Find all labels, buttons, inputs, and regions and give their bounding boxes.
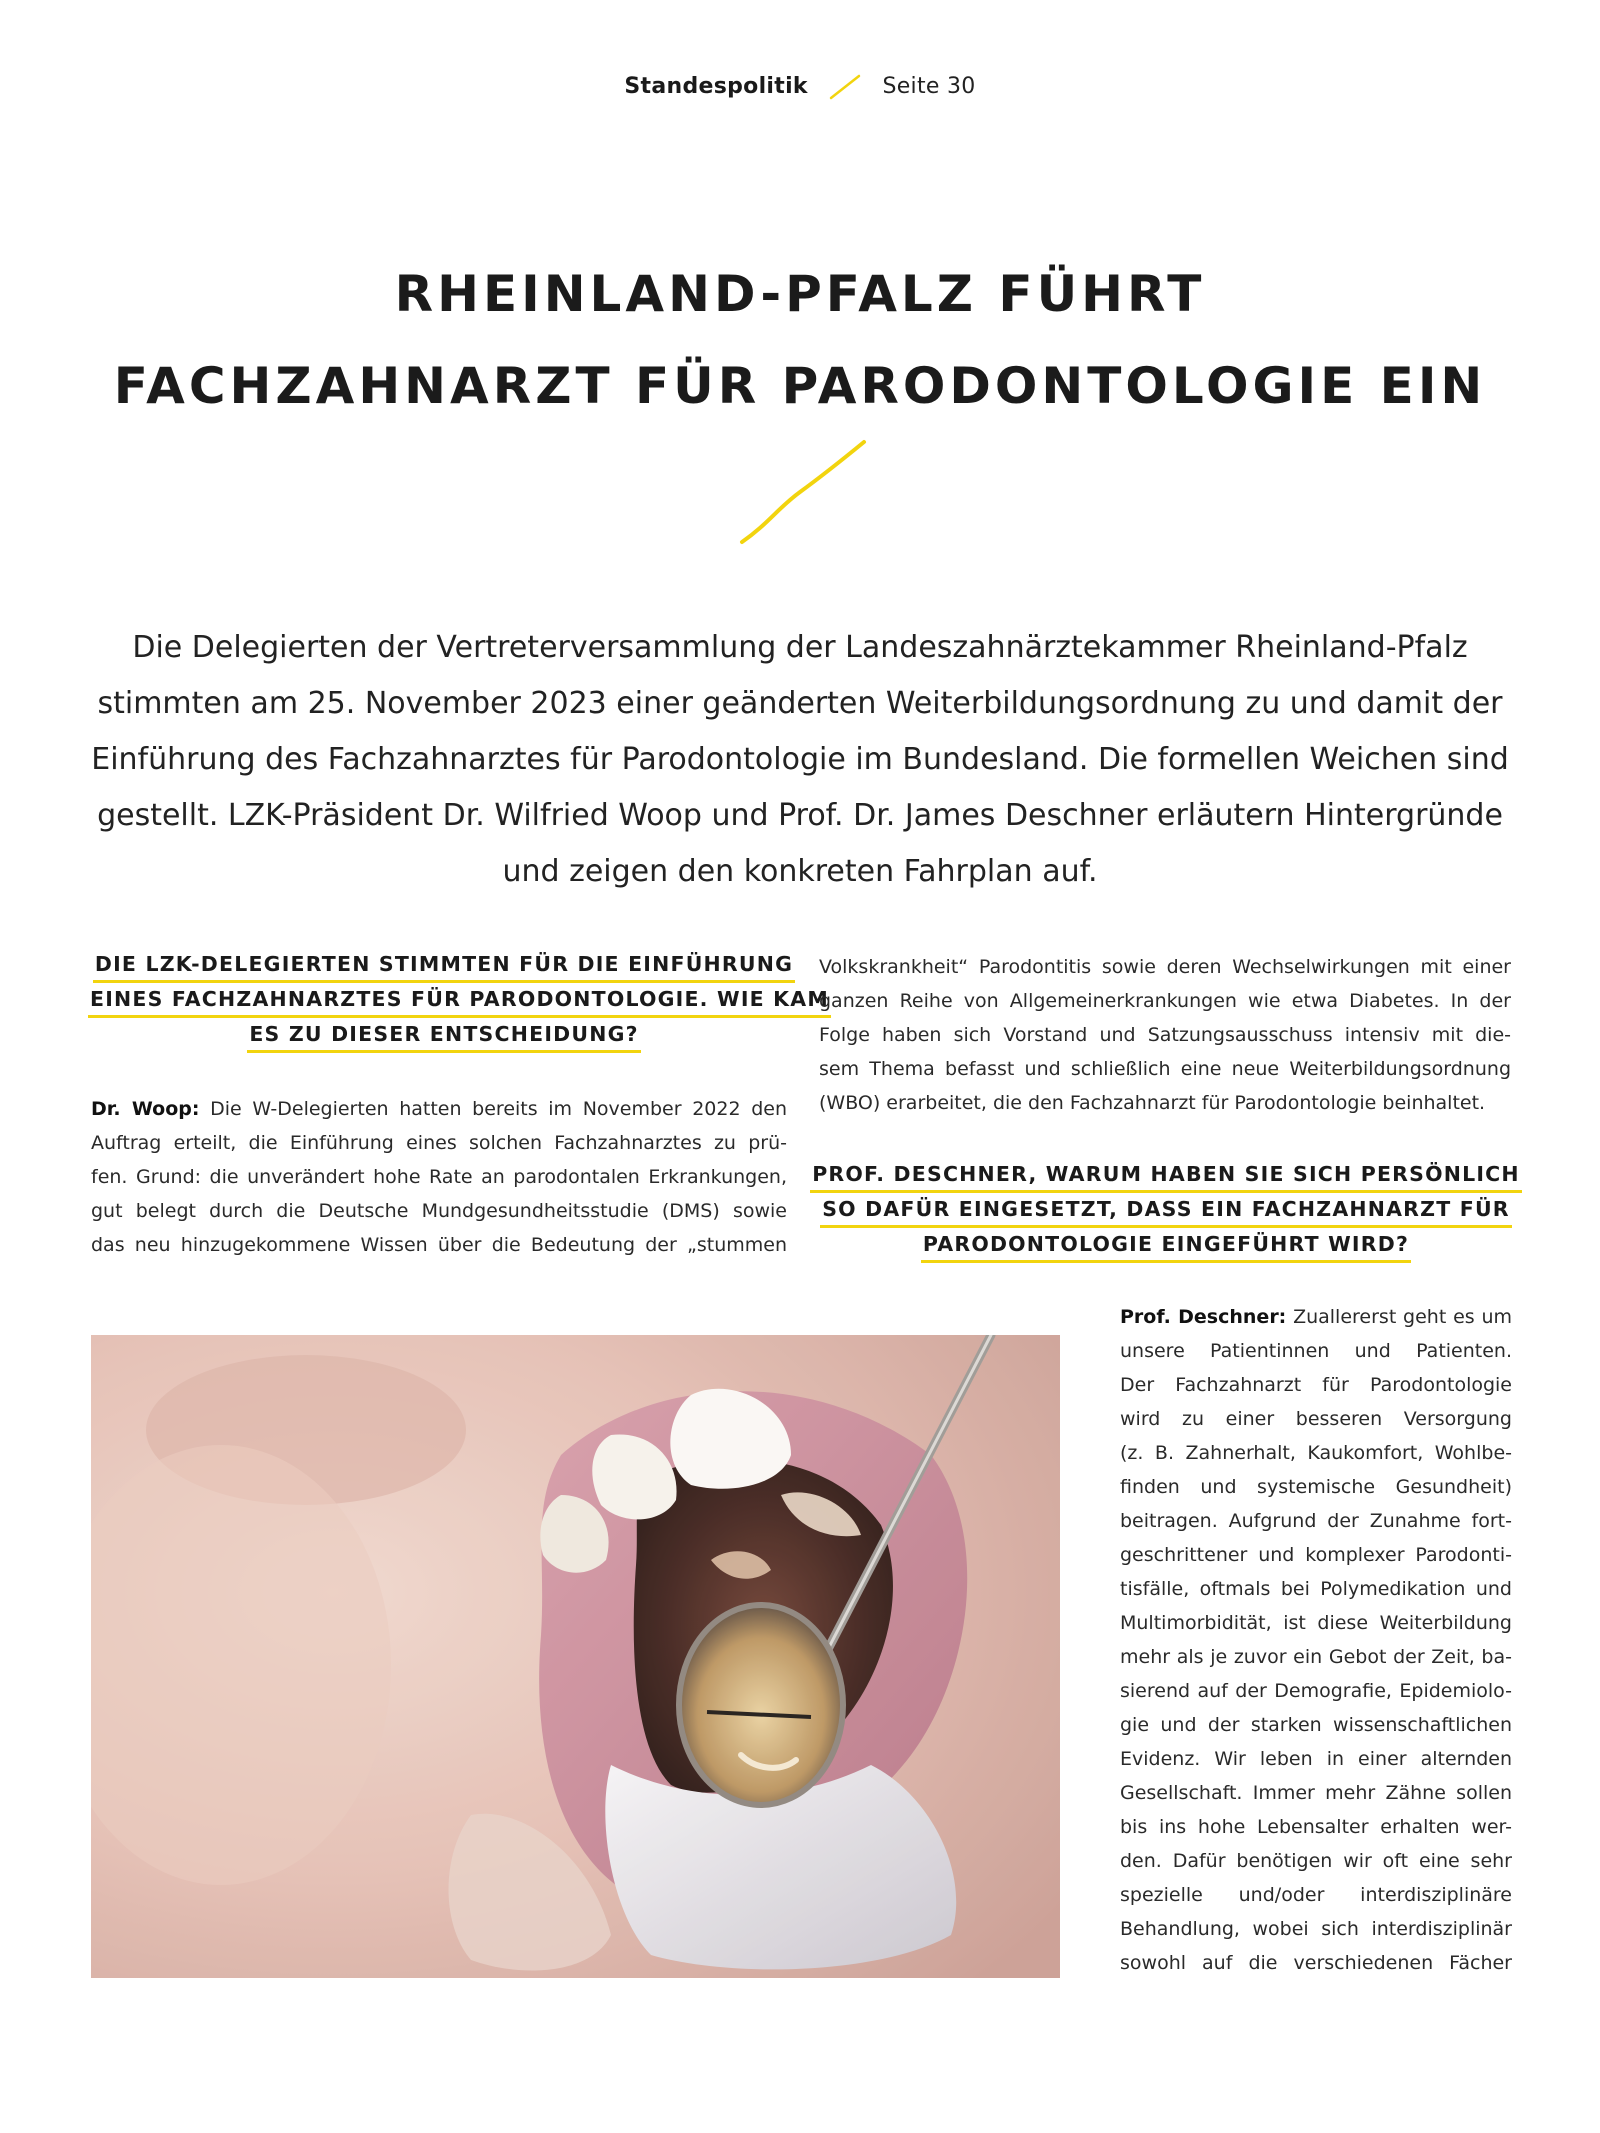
title-line-2: FACHZAHNARZT FÜR PARODONTOLOGIE EIN [113,357,1487,415]
answer-2-line: gie und der starken wissenschaftlichen [1120,1714,1512,1736]
answer-2-line: Der Fachzahnarzt für Parodontologie [1120,1374,1512,1396]
question-2-heading [810,1158,1522,1263]
question-1-line: ES ZU DIESER ENTSCHEIDUNG? [247,1018,640,1053]
answer-2-text [1120,1300,1512,1980]
page-header [0,74,1600,100]
dental-examination-photo [91,1335,1060,1978]
answer-2-line: finden und systemische Gesundheit) [1120,1476,1512,1498]
answer-2-line: Zuallererst geht es um [1293,1306,1512,1328]
answer-1-line: das neu hinzugekommene Wissen über die Bedeutung der „stummen [91,1234,787,1256]
yellow-slash-icon [825,74,865,100]
page-number: Seite 30 [882,74,976,99]
question-1-line: DIE LZK-DELEGIERTEN STIMMTEN FÜR DIE EINFÜHRUNG [93,948,795,983]
answer-1-line: gut belegt durch die Deutsche Mundgesundheitsstudie (DMS) sowie [91,1200,787,1222]
decorative-slash-icon [738,438,868,548]
question-1-heading [88,948,829,1053]
answer-2-line: (z. B. Zahnerhalt, Kaukomfort, Wohlbe- [1120,1442,1512,1464]
answer-2-line: den. Dafür benötigen wir oft eine sehr [1120,1850,1512,1872]
answer-1-line: Auftrag erteilt, die Einführung eines solchen Fachzahnarztes zu prü- [91,1132,787,1154]
answer-2-line: unsere Patientinnen und Patienten. [1120,1340,1512,1362]
answer-1-line: fen. Grund: die unverändert hohe Rate an parodontalen Erkrankungen, [91,1166,787,1188]
question-1-line: EINES FACHZAHNARZTES FÜR PARODONTOLOGIE. WIE KAM [88,983,831,1018]
answer-1-cont-line: Folge haben sich Vorstand und Satzungsausschuss intensiv mit die- [819,1024,1511,1046]
answer-1-text [91,1092,787,1262]
answer-2-line: sierend auf der Demografie, Epidemiolo- [1120,1680,1512,1702]
answer-1-cont-line: (WBO) erarbeitet, die den Fachzahnarzt für Parodontologie beinhaltet. [819,1092,1486,1114]
answer-2-line: Multimorbidität, ist diese Weiterbildung [1120,1612,1512,1634]
article-title [0,248,1600,432]
answer-2-line: spezielle und/oder interdisziplinäre [1120,1884,1512,1906]
answer-1-cont-line: sem Thema befasst und schließlich eine neue Weiterbildungsordnung [819,1058,1511,1080]
speaker-woop: Dr. Woop: [91,1098,200,1120]
answer-2-line: tisfälle, oftmals bei Polymedikation und [1120,1578,1512,1600]
answer-2-line: mehr als je zuvor ein Gebot der Zeit, ba- [1120,1646,1512,1668]
answer-1-continuation [819,950,1511,1120]
question-2-line: PROF. DESCHNER, WARUM HABEN SIE SICH PERSÖNLICH [810,1158,1522,1193]
answer-2-line: Gesellschaft. Immer mehr Zähne sollen [1120,1782,1512,1804]
question-2-line: PARODONTOLOGIE EINGEFÜHRT WIRD? [921,1228,1411,1263]
answer-2-line: geschrittener und komplexer Parodonti- [1120,1544,1512,1566]
answer-2-line: sowohl auf die verschiedenen Fächer [1120,1952,1512,1974]
answer-1-cont-line: ganzen Reihe von Allgemeinerkrankungen wie etwa Diabetes. In der [819,990,1511,1012]
answer-2-line: Behandlung, wobei sich interdisziplinär [1120,1918,1512,1940]
answer-2-line: Evidenz. Wir leben in einer alternden [1120,1748,1512,1770]
section-name: Standespolitik [624,74,808,99]
answer-1-cont-line: Volkskrankheit“ Parodontitis sowie deren Wechselwirkungen mit einer [819,956,1511,978]
answer-1-line: Die W-Delegierten hatten bereits im November 2022 den [210,1098,787,1120]
question-2-line: SO DAFÜR EINGESETZT, DASS EIN FACHZAHNARZT FÜR [820,1193,1512,1228]
answer-2-line: bis ins hohe Lebensalter erhalten wer- [1120,1816,1512,1838]
lead-paragraph: Die Delegierten der Vertreterversammlung der Landeszahnärztekammer Rheinland-Pfalz stimmten am 25. November 2023 einer geänderten Weiterbildungsordnung zu und damit der Einführung des Fachzahnarztes für Parodontologie im Bundesland. Die formellen Weichen sind gestellt. LZK-Präsident Dr. Wilfried Woop und Prof. Dr. James Deschner erläutern Hintergründe und zeigen den konkreten Fahrplan auf. [91,630,1509,889]
answer-2-line: wird zu einer besseren Versorgung [1120,1408,1512,1430]
answer-2-line: beitragen. Aufgrund der Zunahme fort- [1120,1510,1512,1532]
title-line-1: RHEINLAND-PFALZ FÜHRT [394,265,1206,323]
speaker-deschner: Prof. Deschner: [1120,1306,1287,1328]
